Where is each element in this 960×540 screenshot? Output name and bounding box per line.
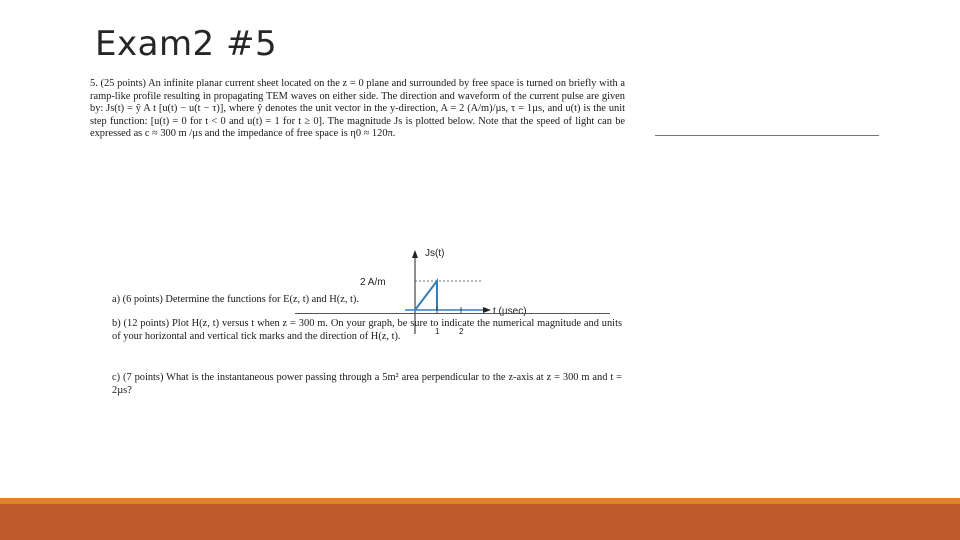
part-a-underline: [295, 313, 610, 314]
divider-line: [655, 135, 879, 136]
footer-band: [0, 504, 960, 540]
problem-statement: 5. (25 points) An infinite planar current sheet located on the z = 0 plane and surrounded by free space is turned on briefly with a ramp-like profile resulting in propagating TEM waves on either side. The direction and waveform of the current pulse are given by: Js(t) = ŷ A t [u(t) − u(t − τ)], where ŷ denotes the unit vector in the y-direction, A = 2 (A/m)/µs, τ = 1µs, and u(t) is the unit step function: [u(t) = 0 for t < 0 and u(t) = 1 for t ≥ 0]. The magnitude Js is plotted below. Note that the speed of light can be expressed as c ≈ 300 m /µs and the impedance of free space is η0 ≈ 120π.: [90, 78, 625, 140]
tick-2-label: 2: [459, 327, 464, 336]
level-label: 2 A/m: [360, 277, 386, 288]
part-b: b) (12 points) Plot H(z, t) versus t when z = 300 m. On your graph, be sure to indicate the numerical magnitude and units of your horizontal and vertical tick marks and the direction of H(z, t).: [112, 318, 622, 342]
y-axis-arrow: [412, 250, 418, 258]
slide-title: Exam2 #5: [95, 24, 278, 64]
tick-1-label: 1: [435, 327, 440, 336]
y-axis-label: Js(t): [425, 248, 445, 259]
part-a: a) (6 points) Determine the functions for E(z, t) and H(z, t).: [112, 294, 359, 305]
part-c: c) (7 points) What is the instantaneous power passing through a 5m² area perpendicular to the z-axis at z = 300 m and t = 2µs?: [112, 372, 622, 396]
x-axis-label: t (µsec): [493, 306, 527, 317]
scanned-problem: [85, 74, 630, 404]
